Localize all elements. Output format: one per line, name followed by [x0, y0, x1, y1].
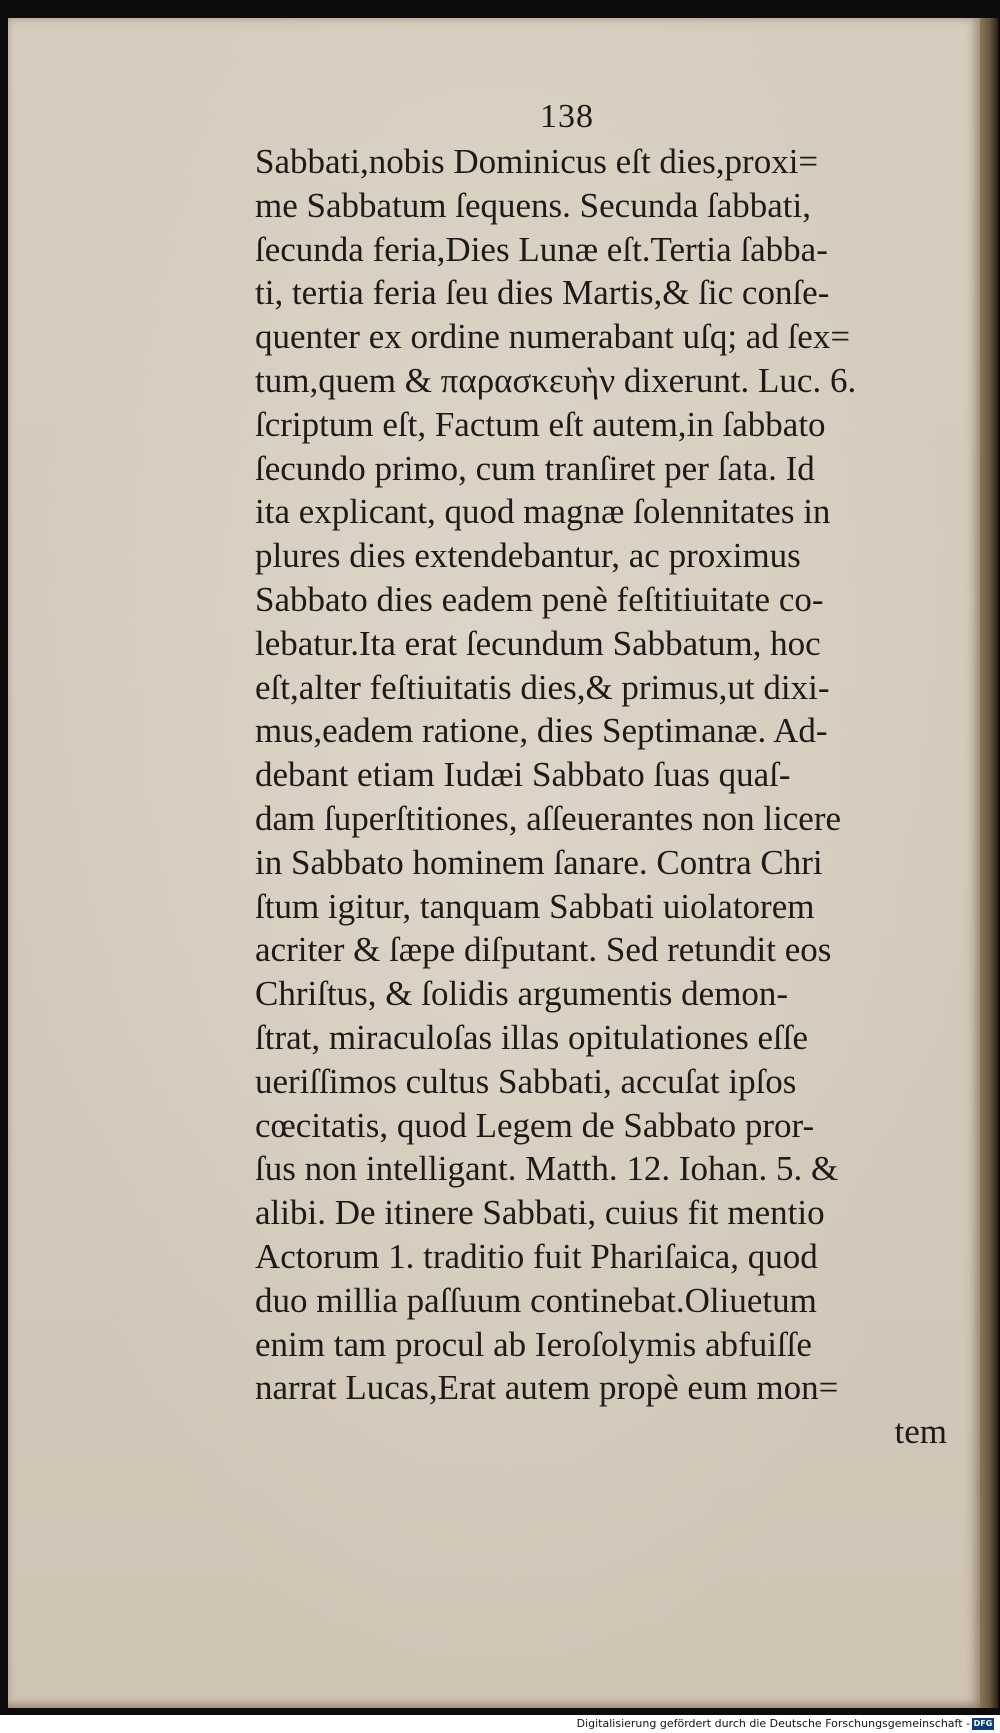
- text-line: ſcriptum eſt, Factum eſt autem,in ſabbato: [255, 404, 826, 444]
- text-line: me Sabbatum ſequens. Secunda ſabbati,: [255, 185, 811, 225]
- text-line: dam ſuperſtitiones, aſſeuerantes non licere: [255, 798, 842, 838]
- text-line: ueriſſimos cultus Sabbati, accuſat ipſos: [255, 1061, 797, 1101]
- text-line: narrat Lucas,Erat autem propè eum mon=: [255, 1368, 839, 1408]
- text-line: ita explicant, quod magnæ ſolennitates in: [255, 492, 831, 532]
- funding-credit: Digitalisierung gefördert durch die Deutsche Forschungsgemeinschaft -: [576, 1717, 970, 1730]
- text-line: lebatur.Ita erat ſecundum Sabbatum, hoc: [255, 623, 821, 663]
- text-line: quenter ex ordine numerabant uſq; ad ſex=: [255, 317, 851, 357]
- text-line: Sabbato dies eadem penè feſtitiuitate co-: [255, 579, 824, 619]
- text-line: ti, tertia feria ſeu dies Martis,& ſic conſe-: [255, 273, 830, 313]
- page-text: [255, 140, 955, 1454]
- text-line: Actorum 1. traditio fuit Phariſaica, quod: [255, 1236, 818, 1276]
- text-line: mus,eadem ratione, dies Septimanæ. Ad-: [255, 711, 828, 751]
- page-number: 138: [540, 98, 594, 135]
- text-line: duo millia paſſuum continebat.Oliuetum: [255, 1280, 817, 1320]
- text-line: acriter & ſæpe diſputant. Sed retundit eos: [255, 930, 832, 970]
- text-line: ſus non intelligant. Matth. 12. Iohan. 5. &: [255, 1149, 839, 1189]
- dfg-logo: DFG: [973, 1719, 993, 1728]
- text-line: ſtum igitur, tanquam Sabbati uiolatorem: [255, 886, 815, 926]
- text-line: alibi. De itinere Sabbati, cuius fit mentio: [255, 1193, 825, 1233]
- text-line: cœcitatis, quod Legem de Sabbato pror-: [255, 1105, 815, 1145]
- text-line: ſtrat, miraculoſas illas opitulationes eſſe: [255, 1017, 809, 1057]
- text-line: Chriſtus, & ſolidis argumentis demon-: [255, 974, 789, 1014]
- text-line: eſt,alter feſtiuitatis dies,& primus,ut dixi-: [255, 667, 830, 707]
- text-line: Sabbati,nobis Dominicus eſt dies,proxi=: [255, 142, 819, 181]
- text-line: in Sabbato hominem ſanare. Contra Chri: [255, 842, 823, 882]
- text-line: tum,quem & παρασκευὴν dixerunt. Luc. 6.: [255, 360, 857, 400]
- text-line: debant etiam Iudæi Sabbato ſuas quaſ-: [255, 755, 791, 795]
- text-line: plures dies extendebantur, ac proximus: [255, 536, 801, 576]
- text-line: ſecunda feria,Dies Lunæ eſt.Tertia ſabba-: [255, 229, 828, 269]
- catchword: tem: [894, 1412, 947, 1452]
- text-line: ſecundo primo, cum tranſiret per ſata. Id: [255, 448, 815, 488]
- text-line: enim tam procul ab Ieroſolymis abfuiſſe: [255, 1324, 812, 1364]
